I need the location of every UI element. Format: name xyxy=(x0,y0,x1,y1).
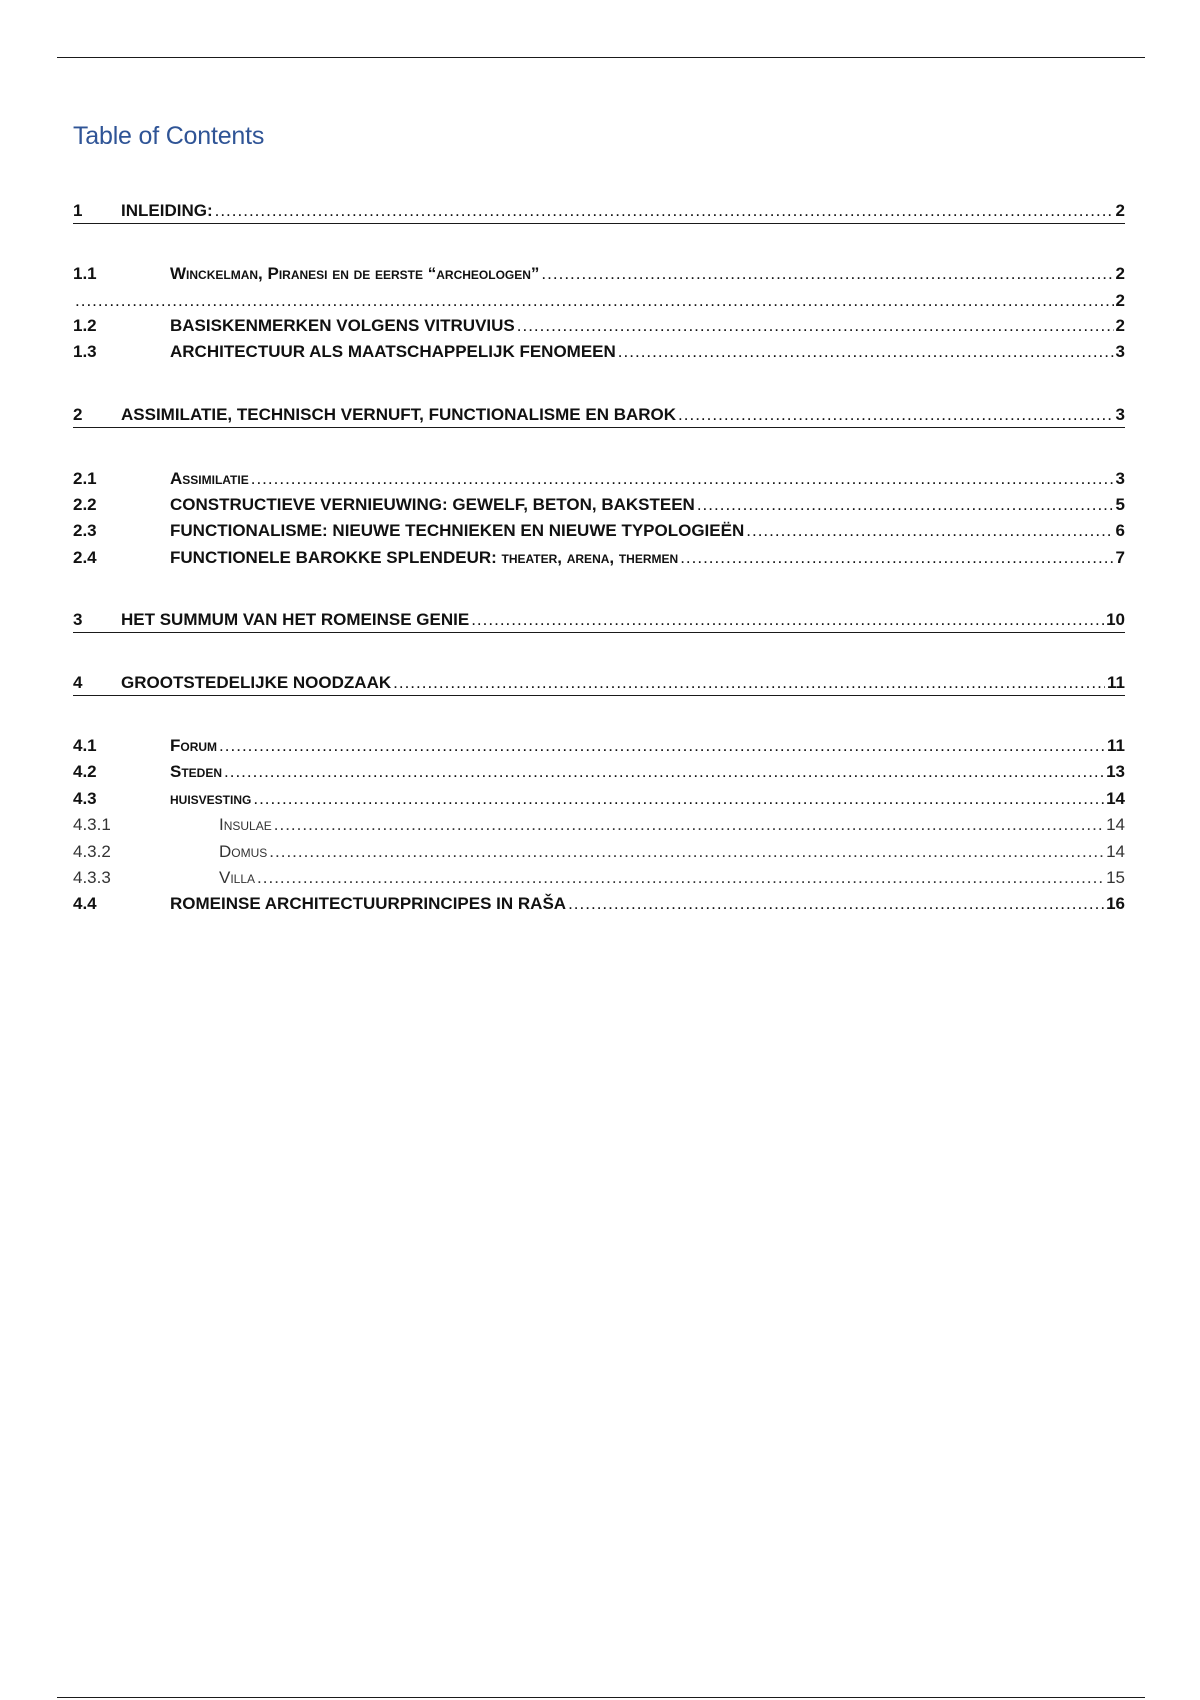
toc-list xyxy=(73,0,1125,1000)
toc-entry-title: BASISKENMERKEN VOLGENS VITRUVIUS xyxy=(170,316,515,335)
dot-leader xyxy=(269,840,1104,864)
toc-entry-number: 2.2 xyxy=(73,495,97,514)
toc-entry-number: 1.2 xyxy=(73,316,97,335)
toc-entry[interactable] xyxy=(73,608,1125,633)
dot-leader xyxy=(75,289,1114,313)
toc-entry-page-number: 2 xyxy=(1115,316,1125,335)
toc-entry-title: FUNCTIONALISME: NIEUWE TECHNIEKEN EN NIEUWE TYPOLOGIEËN xyxy=(170,521,745,540)
toc-entry-number: 4.1 xyxy=(73,736,97,755)
toc-entry[interactable] xyxy=(73,813,1125,837)
toc-entry-title: FUNCTIONELE BAROKKE SPLENDEUR: theater, arena, thermen xyxy=(170,548,679,567)
toc-entry-page-number: 2 xyxy=(1115,291,1125,310)
toc-entry-title: Domus xyxy=(219,842,268,861)
toc-entry-page-number: 2 xyxy=(1115,264,1125,283)
dot-leader xyxy=(257,866,1104,890)
toc-entry-number: 2.1 xyxy=(73,469,97,488)
toc-entry-page-number: 15 xyxy=(1106,868,1125,887)
toc-entry-number: 4.4 xyxy=(73,894,97,913)
toc-entry[interactable] xyxy=(73,493,1125,517)
toc-entry-page-number: 7 xyxy=(1115,548,1125,567)
toc-entry-page-number: 14 xyxy=(1106,815,1125,834)
toc-entry-page-number: 10 xyxy=(1106,610,1125,629)
toc-entry[interactable] xyxy=(73,467,1125,491)
toc-entry-number: 4.3.2 xyxy=(73,842,111,861)
toc-entry-number: 1.1 xyxy=(73,264,97,283)
dot-leader xyxy=(746,519,1113,543)
toc-entry-number: 2.3 xyxy=(73,521,97,540)
toc-entry[interactable] xyxy=(73,519,1125,543)
toc-entry-title: huisvesting xyxy=(170,789,252,808)
toc-entry-title: Steden xyxy=(170,762,223,781)
toc-entry-page-number: 11 xyxy=(1107,673,1125,692)
dot-leader xyxy=(697,493,1114,517)
dot-leader xyxy=(253,787,1104,811)
dot-leader xyxy=(517,314,1114,338)
toc-entry-title: ARCHITECTUUR ALS MAATSCHAPPELIJK FENOMEEN xyxy=(170,342,616,361)
toc-entry[interactable] xyxy=(73,760,1125,784)
toc-entry-title: GROOTSTEDELIJKE NOODZAAK xyxy=(121,673,392,692)
toc-entry[interactable] xyxy=(73,734,1125,758)
toc-entry-title: ASSIMILATIE, TECHNISCH VERNUFT, FUNCTIONALISME EN BAROK xyxy=(121,405,677,424)
toc-entry-page-number: 14 xyxy=(1106,789,1125,808)
toc-entry-page-number: 14 xyxy=(1106,842,1125,861)
toc-entry-number: 4.3.1 xyxy=(73,815,111,834)
toc-entry-number: 4.2 xyxy=(73,762,97,781)
footer-rule xyxy=(57,1697,1145,1698)
toc-entry-number: 1.3 xyxy=(73,342,97,361)
toc-entry-title: Forum xyxy=(170,736,218,755)
toc-entry-number: 4 xyxy=(73,673,83,692)
toc-entry-number: 4.3 xyxy=(73,789,97,808)
toc-entry-page-number: 5 xyxy=(1115,495,1125,514)
toc-entry-number: 2.4 xyxy=(73,548,97,567)
toc-entry-page-number: 2 xyxy=(1115,201,1125,220)
toc-entry-page-number: 3 xyxy=(1115,405,1125,424)
dot-leader xyxy=(618,340,1114,364)
toc-entry[interactable] xyxy=(73,262,1125,286)
toc-entry-page-number: 3 xyxy=(1115,469,1125,488)
toc-entry[interactable] xyxy=(73,199,1125,224)
toc-entry-page-number: 11 xyxy=(1107,736,1125,755)
toc-entry[interactable] xyxy=(73,403,1125,428)
toc-title: Table of Contents xyxy=(73,122,265,150)
dot-leader xyxy=(680,546,1113,570)
toc-entry-title: INLEIDING: xyxy=(121,201,213,220)
toc-entry-page-number: 13 xyxy=(1106,762,1125,781)
toc-entry-title: Assimilatie xyxy=(170,469,249,488)
toc-entry-title: Winckelman, Piranesi en de eerste “archeologen” xyxy=(170,264,540,283)
toc-entry[interactable] xyxy=(73,892,1125,916)
dot-leader xyxy=(678,403,1114,427)
toc-entry[interactable] xyxy=(73,314,1125,338)
toc-entry-title: CONSTRUCTIEVE VERNIEUWING: GEWELF, BETON, BAKSTEEN xyxy=(170,495,695,514)
toc-entry[interactable] xyxy=(73,546,1125,570)
toc-entry-number: 3 xyxy=(73,610,83,629)
dot-leader xyxy=(568,892,1104,916)
toc-entry[interactable] xyxy=(73,866,1125,890)
dot-leader xyxy=(215,199,1114,223)
toc-entry[interactable] xyxy=(73,840,1125,864)
toc-entry-page-number: 6 xyxy=(1115,521,1125,540)
toc-entry[interactable] xyxy=(73,787,1125,811)
toc-entry-number: 4.3.3 xyxy=(73,868,111,887)
toc-entry-page-number: 3 xyxy=(1115,342,1125,361)
toc-entry-title: ROMEINSE ARCHITECTUURPRINCIPES IN RAŠA xyxy=(170,894,567,913)
dot-leader xyxy=(471,608,1104,632)
toc-entry[interactable] xyxy=(73,289,1125,313)
toc-entry-title: HET SUMMUM VAN HET ROMEINSE GENIE xyxy=(121,610,470,629)
dot-leader xyxy=(393,671,1105,695)
dot-leader xyxy=(224,760,1104,784)
toc-entry[interactable] xyxy=(73,671,1125,696)
toc-entry-title: Insulae xyxy=(219,815,272,834)
toc-entry-title: Villa xyxy=(219,868,256,887)
toc-entry-number: 2 xyxy=(73,405,83,424)
dot-leader xyxy=(251,467,1114,491)
dot-leader xyxy=(274,813,1104,837)
toc-entry[interactable] xyxy=(73,340,1125,364)
toc-entry-page-number: 16 xyxy=(1106,894,1125,913)
dot-leader xyxy=(219,734,1105,758)
dot-leader xyxy=(541,262,1113,286)
toc-entry-number: 1 xyxy=(73,201,83,220)
